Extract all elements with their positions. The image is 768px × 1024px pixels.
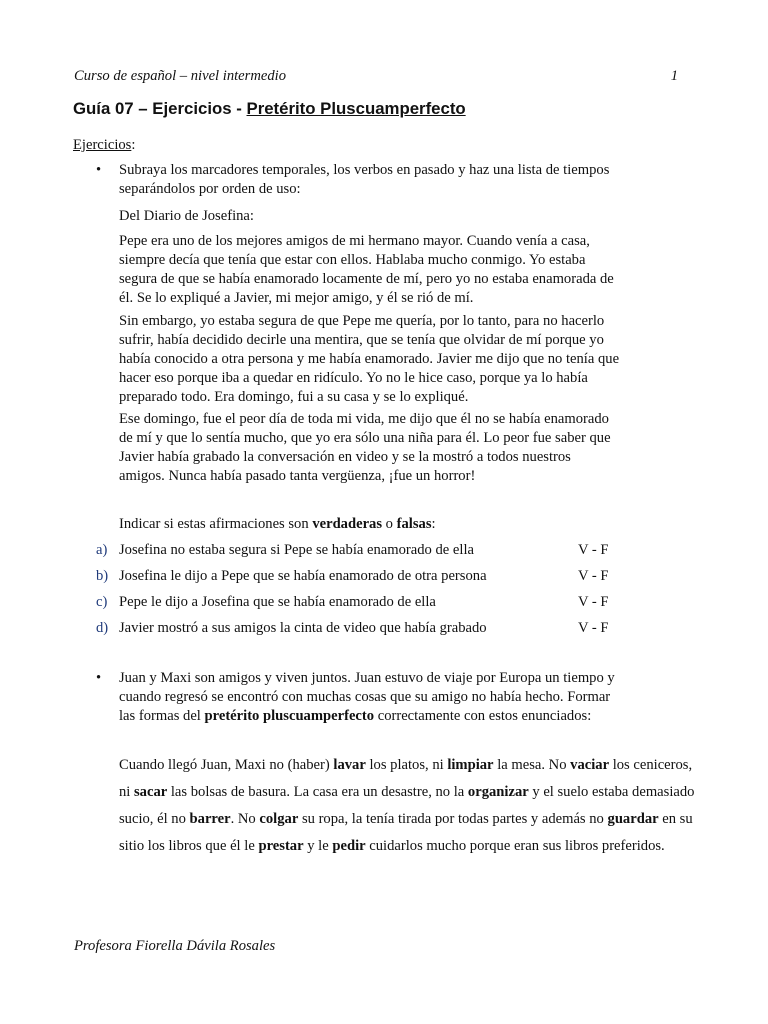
list-letter: a)	[96, 542, 108, 558]
diary-paragraph-3: Ese domingo, fue el peor día de toda mi vida, me dijo que él no se había enamorado de mí y que lo sentía mucho, que yo era sólo una niña para él. Lo peor fue saber que Javier había grabado la conversación en video y se la mostró a todos nuestros amigos. Nunca había pasado tanta vergüenza, ¡fue un horror!	[119, 411, 611, 484]
true-false-marker: V - F	[578, 594, 609, 610]
verb-prompt: barrer	[189, 811, 231, 827]
exercise1-instruction: Subraya los marcadores temporales, los verbos en pasado y haz una lista de tiempos separándolos por orden de uso:	[119, 162, 610, 197]
list-letter: d)	[96, 620, 109, 636]
verb-prompt: lavar	[333, 757, 366, 773]
statement-item	[96, 541, 626, 561]
verb-prompt: pedir	[332, 838, 366, 854]
statement-item	[96, 567, 626, 587]
statement-item	[96, 619, 626, 639]
running-header	[74, 67, 678, 86]
verb-prompt: sacar	[134, 784, 168, 800]
section-label: Ejercicios:	[73, 137, 136, 153]
diary-heading: Del Diario de Josefina:	[119, 208, 254, 224]
true-false-marker: V - F	[578, 620, 609, 636]
verb-prompt: guardar	[607, 811, 659, 827]
title-topic: Pretérito Pluscuamperfecto	[246, 99, 466, 118]
list-letter: b)	[96, 568, 109, 584]
true-false-instruction: Indicar si estas afirmaciones son verdaderas o falsas:	[119, 516, 436, 532]
true-false-marker: V - F	[578, 568, 609, 584]
course-name: Curso de español – nivel intermedio	[74, 68, 286, 84]
running-footer: Profesora Fiorella Dávila Rosales	[74, 938, 276, 954]
title-prefix: Guía 07 – Ejercicios -	[73, 99, 247, 118]
fill-in-paragraph: Cuando llegó Juan, Maxi no (haber) lavar los platos, ni limpiar la mesa. No vaciar los ceniceros, ni sacar las bolsas de basura. La casa era un desastre, no la organizar y el suelo estaba demasiado sucio, él no barrer. No colgar su ropa, la tenía tirada por todas partes y además no guardar en su sitio los libros que él le prestar y le pedir cuidarlos mucho porque eran sus libros preferidos.	[119, 757, 695, 854]
verb-prompt: prestar	[258, 838, 304, 854]
page-title	[73, 99, 466, 118]
diary-paragraph-1: Pepe era uno de los mejores amigos de mi hermano mayor. Cuando venía a casa, siempre decía que tenía que estar con ellos. Hablaba mucho conmigo. Yo estaba segura de que se había enamorado locamente de mí, pero yo no estaba enamorada de él. Se lo expliqué a Javier, mi mejor amigo, y él se rió de mí.	[119, 233, 614, 306]
bullet-marker: •	[96, 670, 102, 686]
list-letter: c)	[96, 594, 108, 610]
verb-prompt: limpiar	[447, 757, 494, 773]
section-label-text: Ejercicios	[73, 137, 132, 153]
statement-text: Javier mostró a sus amigos la cinta de video que había grabado	[119, 620, 487, 636]
verb-prompt: colgar	[259, 811, 299, 827]
statement-item	[96, 593, 626, 613]
page-number: 1	[670, 68, 678, 84]
diary-paragraph-2: Sin embargo, yo estaba segura de que Pepe me quería, por lo tanto, para no hacerlo sufrir, había decidido decirle una mentira, que se tenía que olvidar de mí porque yo había conocido a otra persona y me había enamorado. Javier me dijo que no tenía que hacer eso porque iba a quedar en ridículo. Yo no le hice caso, porque ya lo había preparado todo. Era domingo, fui a su casa y se lo expliqué.	[119, 313, 620, 405]
statement-text: Josefina no estaba segura si Pepe se había enamorado de ella	[119, 542, 474, 558]
statement-text: Pepe le dijo a Josefina que se había enamorado de ella	[119, 594, 436, 610]
verb-prompt: vaciar	[570, 757, 610, 773]
true-false-marker: V - F	[578, 542, 609, 558]
bullet-marker: •	[96, 162, 102, 178]
statement-text: Josefina le dijo a Pepe que se había enamorado de otra persona	[119, 568, 487, 584]
verb-prompt: organizar	[467, 784, 529, 800]
exercise2-instruction: Juan y Maxi son amigos y viven juntos. Juan estuvo de viaje por Europa un tiempo y cuando regresó se encontró con muchas cosas que su amigo no había hecho. Formar las formas del pretérito pluscuamperfecto correctamente con estos enunciados:	[119, 670, 615, 724]
